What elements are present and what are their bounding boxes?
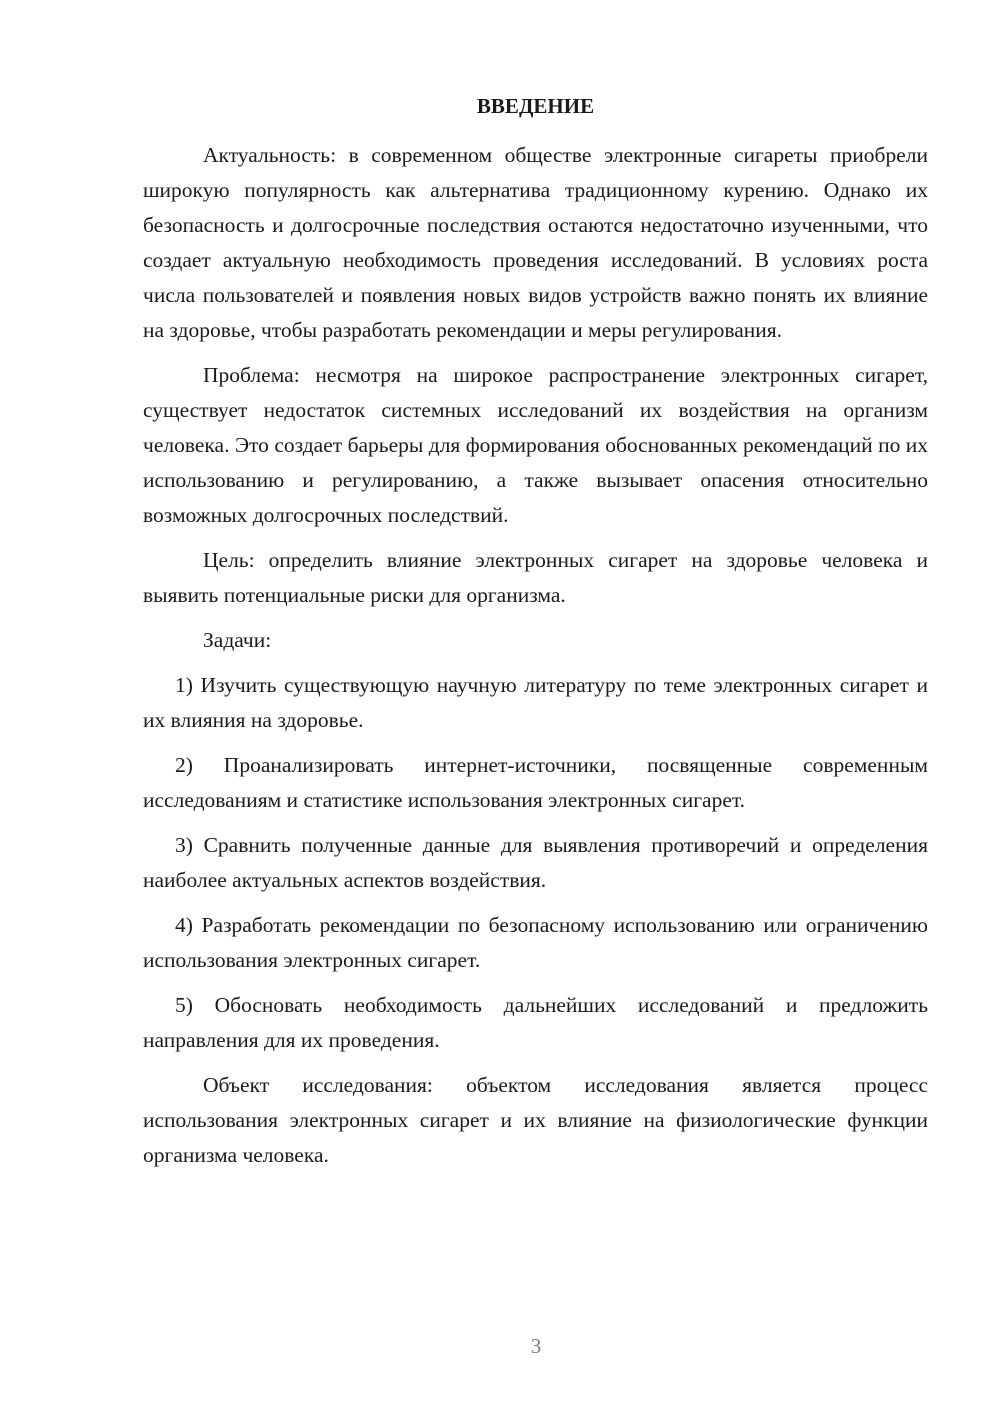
page-number: 3	[530, 1334, 542, 1358]
document-page	[143, 92, 928, 1173]
list-item: 5) Обосновать необходимость дальнейших исследований и предложить направления для их проведения.	[143, 993, 928, 1052]
page-title: ВВЕДЕНИЕ	[476, 94, 595, 118]
list-item: 3) Сравнить полученные данные для выявления противоречий и определения наиболее актуальных аспектов воздействия.	[143, 833, 928, 892]
paragraph-goal: Цель: определить влияние электронных сигарет на здоровье человека и выявить потенциальные риски для организма.	[143, 548, 928, 607]
list-item: 4) Разработать рекомендации по безопасному использованию или ограничению использования электронных сигарет.	[143, 913, 928, 972]
paragraph-relevance: Актуальность: в современном обществе электронные сигареты приобрели широкую популярность как альтернатива традиционному курению. Однако их безопасность и долгосрочные последствия остаются недостаточно изученными, что создает актуальную необходимость проведения исследований. В условиях роста числа пользователей и появления новых видов устройств важно понять их влияние на здоровье, чтобы разработать рекомендации и меры регулирования.	[143, 143, 928, 342]
list-item: 1) Изучить существующую научную литературу по теме электронных сигарет и их влияния на здоровье.	[143, 673, 928, 732]
paragraph-object: Объект исследования: объектом исследования является процесс использования электронных сигарет и их влияние на физиологические функции организма человека.	[143, 1073, 928, 1167]
paragraph-problem: Проблема: несмотря на широкое распространение электронных сигарет, существует недостаток системных исследований их воздействия на организм человека. Это создает барьеры для формирования обоснованных рекомендаций по их использованию и регулированию, а также вызывает опасения относительно возможных долгосрочных последствий.	[143, 363, 928, 527]
tasks-list	[143, 668, 928, 1058]
tasks-heading: Задачи:	[203, 628, 272, 652]
list-item: 2) Проанализировать интернет-источники, посвященные современным исследованиям и статистике использования электронных сигарет.	[143, 753, 928, 812]
